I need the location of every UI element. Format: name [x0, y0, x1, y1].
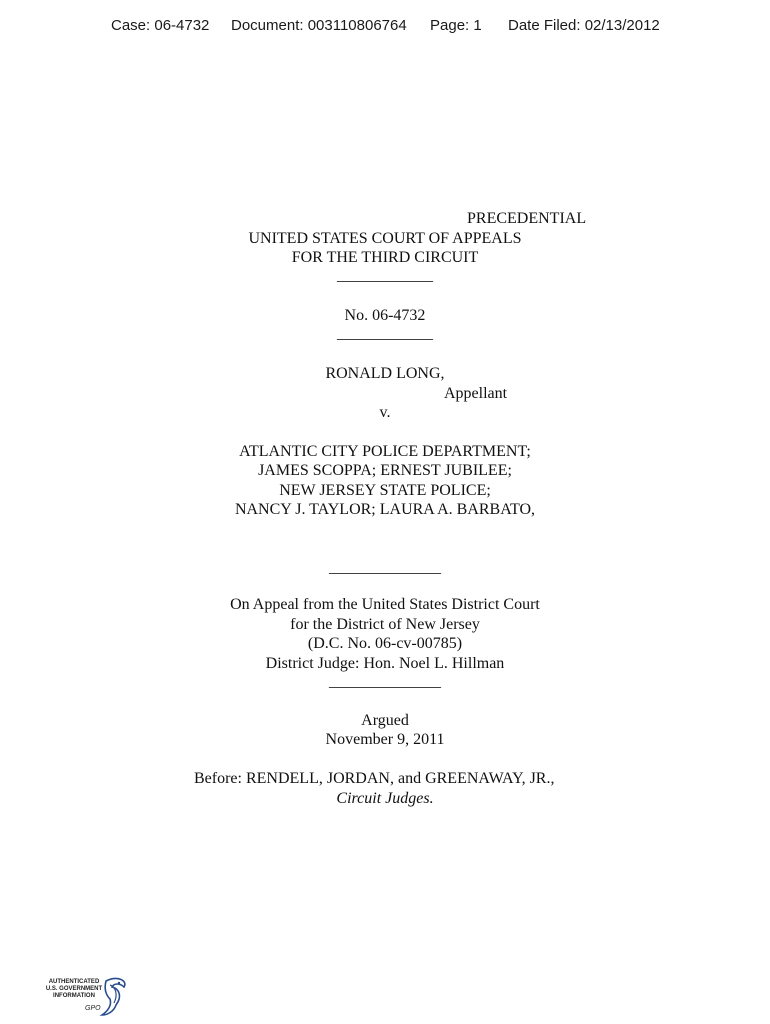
page-header [0, 17, 770, 37]
divider-rule: ______________ [329, 673, 441, 690]
divider-rule: ____________ [337, 325, 433, 342]
appellant-role: Appellant [444, 385, 508, 402]
appeal-line: for the District of New Jersey [290, 616, 480, 633]
appellee-line: ATLANTIC CITY POLICE DEPARTMENT; [239, 443, 531, 460]
gpo-label: GPO [85, 1005, 101, 1012]
divider-rule: ____________ [337, 267, 433, 284]
appeal-line: (D.C. No. 06-cv-00785) [307, 635, 463, 652]
panel-line: Before: RENDELL, JORDAN, and GREENAWAY, JR., [194, 770, 555, 787]
court-name-line2: FOR THE THIRD CIRCUIT [291, 249, 479, 266]
date-filed-header: Date Filed: 02/13/2012 [508, 17, 660, 34]
argued-date: November 9, 2011 [325, 731, 445, 748]
case-number-header: Case: 06-4732 [111, 17, 210, 34]
seal-text: AUTHENTICATED U.S. GOVERNMENT INFORMATION [45, 979, 103, 999]
appeal-line: On Appeal from the United States District Court [230, 596, 540, 613]
divider-rule: ______________ [329, 559, 441, 576]
case-number: No. 06-4732 [344, 307, 426, 324]
appellee-line: JAMES SCOPPA; ERNEST JUBILEE; [258, 462, 512, 479]
panel-title: Circuit Judges. [336, 790, 434, 807]
appellee-line: NEW JERSEY STATE POLICE; [279, 482, 491, 499]
appellee-line: NANCY J. TAYLOR; LAURA A. BARBATO, [234, 501, 536, 518]
argued-label: Argued [361, 712, 409, 729]
district-judge-line: District Judge: Hon. Noel L. Hillman [265, 655, 505, 672]
court-name-line1: UNITED STATES COURT OF APPEALS [248, 230, 522, 247]
appellant-name: RONALD LONG, [325, 365, 445, 382]
versus: v. [379, 404, 391, 421]
page-number-header: Page: 1 [430, 17, 482, 34]
document-number-header: Document: 003110806764 [231, 17, 407, 34]
gpo-authentication-seal [44, 975, 130, 1017]
precedential-label: PRECEDENTIAL [467, 210, 587, 227]
